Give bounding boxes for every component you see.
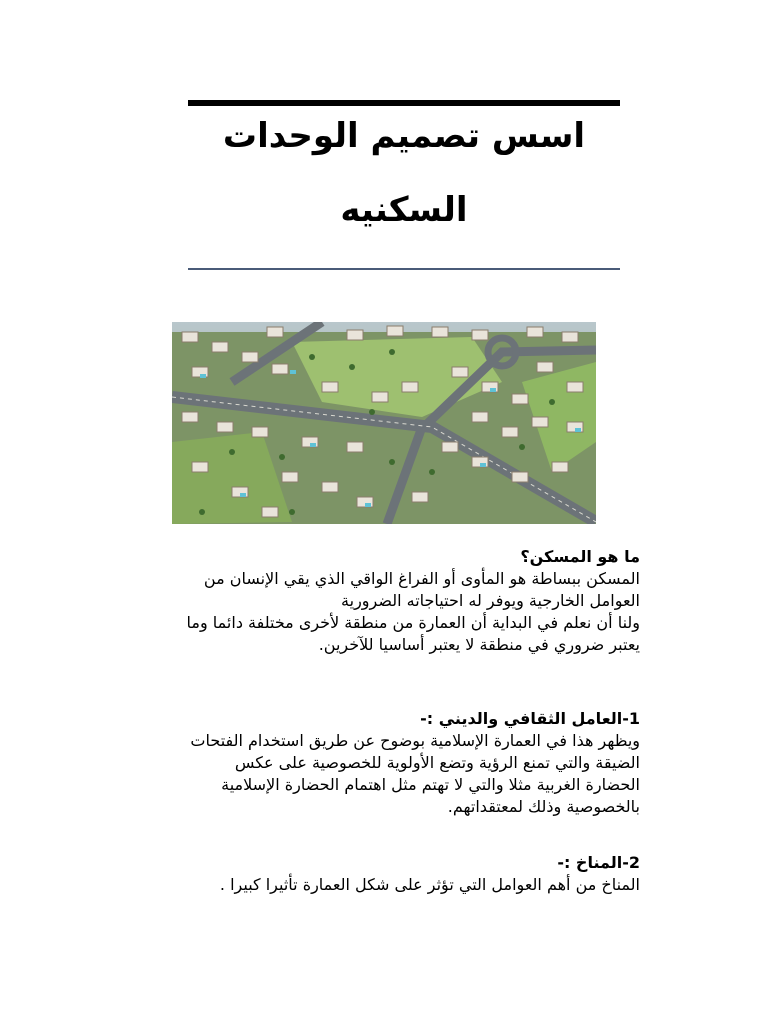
section-heading: 1-العامل الثقافي والديني :- <box>420 709 640 728</box>
paragraph-line: الضيقة والتي تمنع الرؤية وتضع الأولوية للخصوصية على عكس <box>234 753 640 772</box>
title-underline <box>188 268 620 270</box>
paragraph-line: الحضارة الغربية مثلا والتي لا تهتم مثل اهتمام الحضارة الإسلامية <box>221 775 640 794</box>
housing-development-aerial-photo <box>172 322 596 524</box>
paragraph-line: يعتبر ضروري في منطقة لا يعتبر أساسيا للآخرين. <box>318 635 640 654</box>
section-what-is-dwelling <box>150 546 640 656</box>
section-heading: 2-المناخ :- <box>557 853 640 872</box>
paragraph-line: المسكن ببساطة هو المأوى أو الفراغ الواقي الذي يقي الإنسان من <box>203 569 640 588</box>
paragraph-line: المناخ من أهم العوامل التي تؤثر على شكل العمارة تأثيرا كبيرا . <box>219 875 640 894</box>
page-title-line-2: السكنيه <box>340 190 468 230</box>
paragraph-line: ويظهر هذا في العمارة الإسلامية بوضوح عن طريق استخدام الفتحات <box>190 731 640 750</box>
section-climate <box>150 852 640 896</box>
section-cultural-religious-factor <box>120 708 640 818</box>
section-heading: ما هو المسكن؟ <box>520 547 640 566</box>
paragraph-line: بالخصوصية وذلك لمعتقداتهم. <box>447 797 640 816</box>
paragraph-line: ولنا أن نعلم في البداية أن العمارة من منطقة لأخرى مختلفة دائما وما <box>186 613 640 632</box>
top-rule <box>188 100 620 106</box>
page-title-line-1: اسس تصميم الوحدات <box>222 116 586 156</box>
paragraph-line: العوامل الخارجية ويوفر له احتياجاته الضرورية <box>341 591 640 610</box>
